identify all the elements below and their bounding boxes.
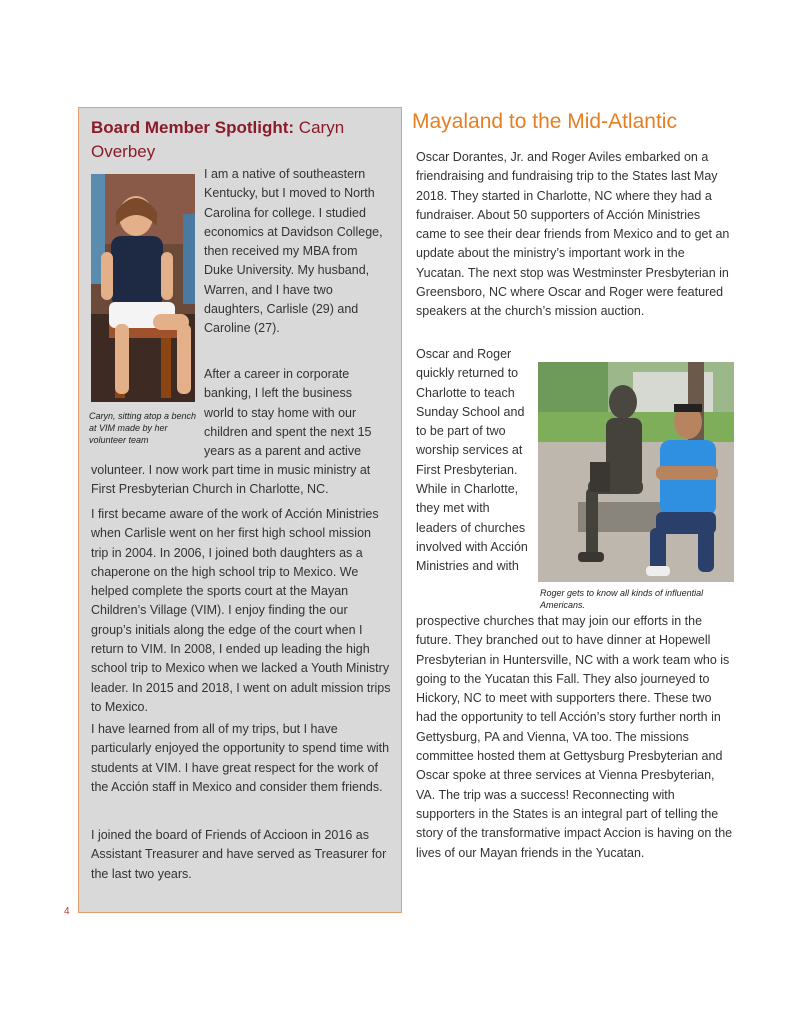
board-member-spotlight-box — [78, 107, 402, 913]
article-paragraph-1: Oscar Dorantes, Jr. and Roger Aviles embarked on a friendraising and fundraising trip to the States last May 2018. They started in Charlotte, NC where they had a fundraiser. About 50 supporters of Acción Ministries came to see their dear friends from Mexico and to get an update about the ministry’s important work in the Yucatan. The next stop was Westminster Presbyterian in Greensboro, NC where Oscar and Roger were featured speakers at the church’s mission auction. — [416, 150, 730, 319]
roger-statue-photo — [538, 362, 734, 582]
spotlight-heading-label: Board Member Spotlight: — [91, 118, 295, 137]
spotlight-paragraph-4: I have learned from all of my trips, but I have particularly enjoyed the opportunity to spend time with students at VIM. I have great respect for the work of the Acción staff in Mexico and consider them friends. — [91, 722, 390, 794]
spotlight-paragraph-3: I first became aware of the work of Acción Ministries when Carlisle went on her first high school mission trip in 2004. In 2006, I joined both daughters as a chaperone on the high school trip to Mexico. We helped complete the sports court at the Mayan Children’s Village (VIM). I enjoy finding the our group’s initials along the edge of the court when I return to VIM. In 2008, I ended up leading the high school trip to Mexico when we lacked a Youth Ministry leader. In 2015 and 2018, I went on adult mission trips to Mexico. — [91, 507, 391, 714]
article-paragraph-2-part-2: prospective churches that may join our efforts in the future. They branched out to have dinner at Hopewell Presbyterian in Huntersville, NC with a work team who is going to the Yucatan this Fall. They also journeyed to Hickory, NC to meet with supporters there. These two had the opportunity to tell Acción’s story further north in Gettysburg, PA and Vienna, VA too. The missions committee hosted them at Gettysburg Presbyterian and Oscar spoke at three services at Vienna Presbyterian, VA. The trip was a success! Reconnecting with supporters in the States is an integral part of telling the story of the transformative impact Accion is having on the lives of our Mayan friends in the Yucatan. — [416, 614, 733, 860]
caryn-photo — [91, 174, 195, 402]
page-number: 4 — [64, 906, 70, 917]
spotlight-heading — [91, 116, 391, 164]
article-paragraph-2-part-1: Oscar and Roger quickly returned to Charlotte to teach Sunday School and to be part of two worship services at First Presbyterian. While in Charlotte, they met with leaders of churches involved with Acción Ministries and with — [416, 347, 528, 574]
spotlight-paragraph-2-part-1: After a career in corporate banking, I left the business world to stay home with our children and spent the next 15 years as a parent and active — [204, 367, 372, 459]
caryn-photo-caption: Caryn, sitting atop a bench at VIM made by her volunteer team — [89, 411, 197, 445]
roger-photo-caption: Roger gets to know all kinds of influential Americans. — [540, 588, 704, 610]
spotlight-member-name: Caryn Overbey — [91, 118, 345, 161]
spotlight-paragraph-5: I joined the board of Friends of Accioon in 2016 as Assistant Treasurer and have served as Treasurer for the last two years. — [91, 828, 387, 881]
article-title: Mayaland to the Mid-Atlantic — [412, 110, 677, 133]
spotlight-paragraph-1: I am a native of southeastern Kentucky, but I moved to North Carolina for college. I studied economics at Davidson College, then received my MBA from Duke University. My husband, Warren, and I have two daughters, Carlisle (29) and Caroline (27). — [204, 167, 383, 336]
spotlight-paragraph-2-part-2: volunteer. I now work part time in music ministry at First Presbyterian Church in Charlotte, NC. — [91, 463, 371, 497]
